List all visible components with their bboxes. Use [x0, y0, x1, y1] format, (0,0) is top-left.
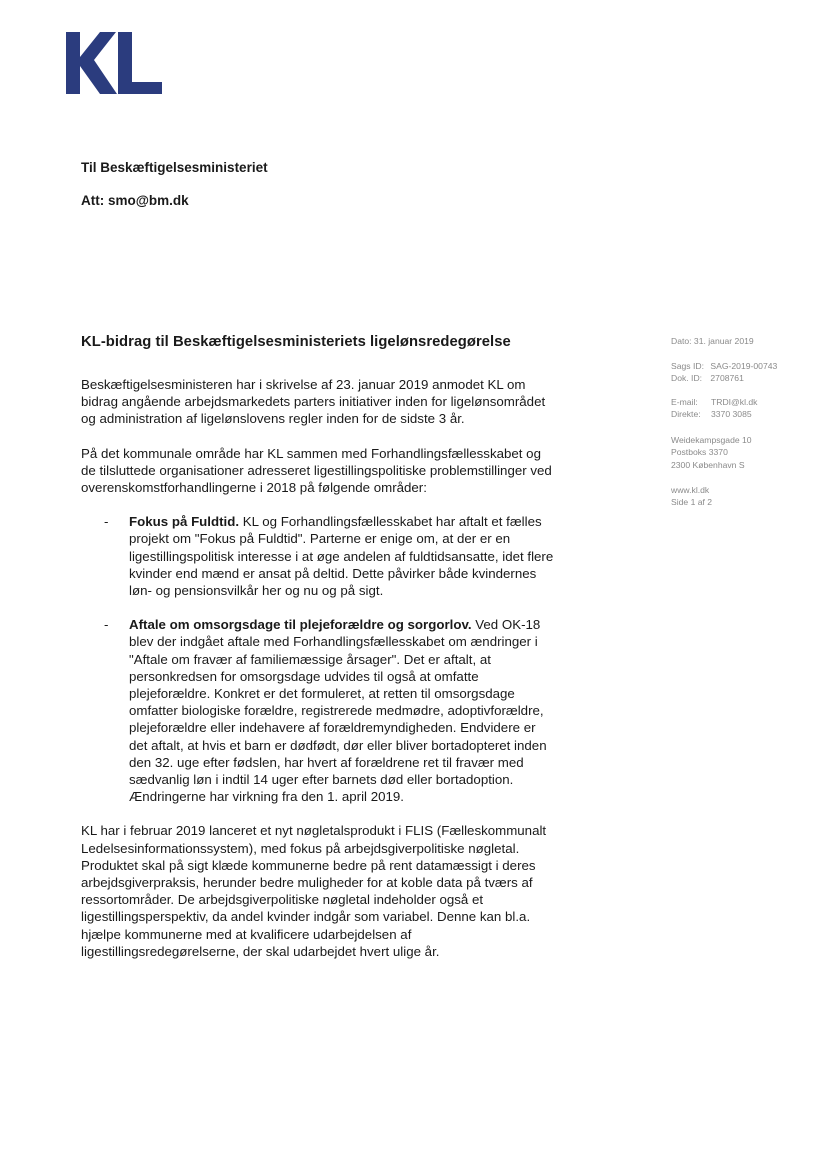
- meta-ids-block: [671, 360, 811, 385]
- meta-case-value: SAG-2019-00743: [710, 361, 778, 371]
- meta-case-label: Sags ID:: [671, 361, 704, 371]
- bullet-text: KL og Forhandlingsfællesskabet har aftalt et fælles projekt om "Fokus på Fuldtid". Parterne er enige om, at der er en ligestillingspolitisk interesse i at øge andelen af fuldtidsansatte, idet flere kvinder end mænd er ansat på deltid. Dette påvirker både kvindernes løn- og pensionsvilkår her og nu og på sigt.: [129, 514, 554, 599]
- meta-web-block: [671, 484, 811, 509]
- kl-logo: [64, 32, 164, 94]
- meta-direct-label: Direkte:: [671, 409, 701, 420]
- meta-address-line: Postboks 3370: [671, 447, 728, 458]
- meta-date: Dato: 31. januar 2019: [671, 336, 754, 346]
- letter-body: [81, 376, 556, 977]
- recipient-to: Til Beskæftigelsesministeriet: [81, 160, 268, 175]
- bullet-text: Ved OK-18 blev der indgået aftale med Forhandlingsfællesskabet om ændringer i "Aftale om fravær af familiemæssige årsager". Det er aftalt, at personkredsen for omsorgsdage udvides til også at omfatte plejeforældre. Konkret er det formuleret, at retten til omsorgsdage omfatter biologiske forældre, registrerede medmødre, adoptivforældre, plejeforældre eller indehavere af forældremyndigheden. Endvidere er det aftalt, at hvis et barn er dødfødt, dør eller bliver bortadopteret inden den 32. uge efter fødslen, har hvert af forældrene ret til fravær med sædvanlig løn i indtil 14 uger efter barnets død eller bortadoption. Ændringerne har virkning fra den 1. april 2019.: [129, 617, 547, 805]
- bullet-dash: -: [104, 617, 109, 633]
- meta-address-line: 2300 København S: [671, 459, 745, 470]
- paragraph-3: KL har i februar 2019 lanceret et nyt nøgletalsprodukt i FLIS (Fælleskommunalt Ledelsesinformationssystem), med fokus på arbejdsgiverpolitiske nøgletal. Produktet skal på sigt klæde kommunerne bedre på rent datamæssigt i deres arbejdsgiverpraksis, herunder bedre muligheder for at koble data på tværs af ressortområder. De arbejdsgiverpolitiske nøgletal indeholder også et ligestillingsperspektiv, da andel kvinder indgår som variabel. Denne kan bl.a. hjælpe kommunerne med at kvalificere udarbejdelsen af ligestillingsredegørelserne, der skal udarbejdet hvert ulige år.: [81, 823, 547, 959]
- meta-address-line: Weidekampsgade 10: [671, 435, 752, 445]
- bullet-item-omsorgsdage: [104, 616, 556, 805]
- bullet-lead: Aftale om omsorgsdage til plejeforældre og sorgorlov.: [129, 617, 472, 633]
- letter-subject: KL-bidrag til Beskæftigelsesministeriets ligelønsredegørelse: [81, 334, 511, 350]
- meta-email-label: E-mail:: [671, 397, 698, 407]
- meta-direct-value: 3370 3085: [711, 409, 752, 420]
- meta-email-value[interactable]: TRDI@kl.dk: [711, 397, 758, 407]
- bullet-lead: Fokus på Fuldtid.: [129, 514, 240, 530]
- meta-page: Side 1 af 2: [671, 497, 713, 508]
- bullet-dash: -: [104, 514, 109, 530]
- recipient-att: Att: smo@bm.dk: [81, 193, 189, 208]
- meta-date-block: [671, 335, 811, 347]
- meta-web[interactable]: www.kl.dk: [671, 485, 710, 495]
- meta-contact-block: [671, 396, 811, 421]
- meta-address-block: [671, 434, 811, 471]
- meta-doc-value: 2708761: [710, 373, 744, 384]
- paragraph-1: Beskæftigelsesministeren har i skrivelse af 23. januar 2019 anmodet KL om bidrag angående arbejdsmarkedets parters initiativer inden for ligelønsområdet og administration af ligelønslovens regler inden for de sidste 3 år.: [81, 377, 546, 427]
- meta-doc-label: Dok. ID:: [671, 373, 703, 384]
- bullet-item-fuldtid: [104, 513, 556, 599]
- paragraph-2: På det kommunale område har KL sammen med Forhandlingsfællesskabet og de tilsluttede organisationer adresseret ligestillingspolitiske problemstillinger ved overenskomstforhandlingerne i 2018 på følgende områder:: [81, 445, 552, 496]
